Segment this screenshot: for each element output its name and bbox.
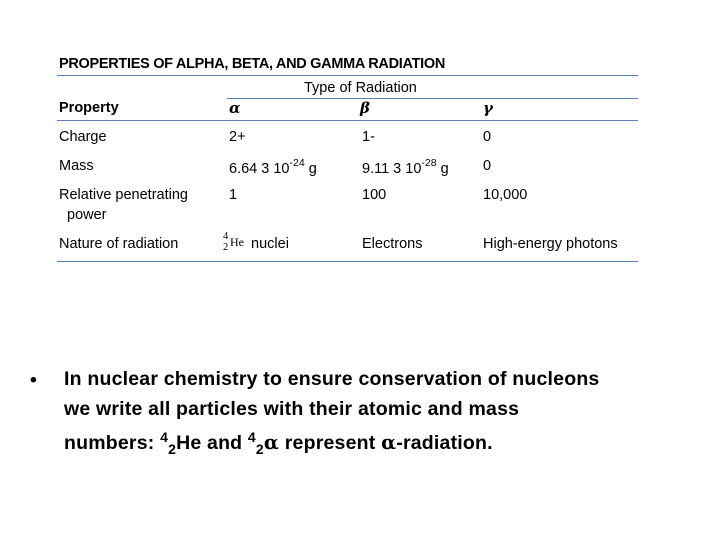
mass-alpha-unit: g bbox=[308, 160, 317, 177]
bullet-line-3 bbox=[64, 431, 493, 455]
charge-beta: 1- bbox=[362, 129, 375, 145]
mass-beta-base: 9.11 3 10 bbox=[362, 160, 422, 177]
header-rule bbox=[57, 120, 638, 121]
charge-gamma: 0 bbox=[483, 129, 492, 145]
alpha-header: α bbox=[229, 99, 241, 117]
property-header: Property bbox=[59, 100, 119, 116]
and-text: and bbox=[201, 432, 248, 454]
type-of-radiation-header: Type of Radiation bbox=[304, 80, 417, 96]
alpha-symbol-2: α bbox=[381, 431, 397, 454]
he-atomic-number: 2 bbox=[168, 441, 177, 457]
nature-beta: Electrons bbox=[362, 236, 423, 252]
nature-label: Nature of radiation bbox=[59, 236, 179, 252]
represent-text: represent bbox=[279, 432, 382, 454]
helium-atomic-number: 2 bbox=[223, 242, 229, 253]
helium-nuclide-symbol bbox=[223, 231, 247, 254]
penetrating-alpha: 1 bbox=[229, 187, 238, 203]
alpha-symbol: α bbox=[263, 431, 280, 454]
mass-alpha bbox=[229, 158, 317, 177]
nature-alpha bbox=[223, 231, 289, 254]
bullet-dot: • bbox=[30, 369, 38, 391]
mass-beta-exponent: -28 bbox=[421, 157, 437, 169]
table-bottom-rule bbox=[57, 261, 638, 262]
title-rule bbox=[57, 75, 638, 76]
he-symbol: He bbox=[176, 432, 202, 454]
nature-alpha-text: nuclei bbox=[251, 235, 289, 252]
penetrating-gamma: 10,000 bbox=[483, 187, 528, 203]
he-mass-number: 4 bbox=[160, 429, 169, 445]
beta-header: β bbox=[360, 99, 370, 117]
charge-label: Charge bbox=[59, 129, 107, 145]
radiation-suffix: -radiation. bbox=[396, 432, 493, 454]
helium-element-symbol: He bbox=[230, 235, 244, 249]
mass-label: Mass bbox=[59, 158, 94, 174]
table-title: PROPERTIES OF ALPHA, BETA, AND GAMMA RADIATION bbox=[59, 56, 446, 72]
penetrating-label-line2: power bbox=[67, 207, 107, 223]
mass-alpha-exponent: -24 bbox=[289, 157, 305, 169]
mass-beta bbox=[362, 158, 449, 177]
mass-beta-unit: g bbox=[440, 160, 449, 177]
penetrating-beta: 100 bbox=[362, 187, 387, 203]
bullet-line-2: we write all particles with their atomic and mass bbox=[64, 398, 520, 420]
alpha-mass-number: 4 bbox=[247, 429, 256, 445]
mass-alpha-base: 6.64 3 10 bbox=[229, 160, 290, 177]
line3-prefix: numbers: bbox=[64, 432, 161, 454]
alpha-atomic-number: 2 bbox=[255, 441, 264, 457]
gamma-header: γ bbox=[483, 99, 493, 117]
penetrating-label-line1: Relative penetrating bbox=[59, 187, 188, 203]
bullet-line-1: In nuclear chemistry to ensure conservation of nucleons bbox=[64, 368, 600, 390]
charge-alpha: 2+ bbox=[229, 129, 246, 145]
helium-mass-number: 4 bbox=[223, 231, 229, 242]
nature-gamma: High-energy photons bbox=[483, 236, 618, 252]
mass-gamma: 0 bbox=[483, 158, 492, 174]
subheader-rule bbox=[227, 98, 638, 99]
